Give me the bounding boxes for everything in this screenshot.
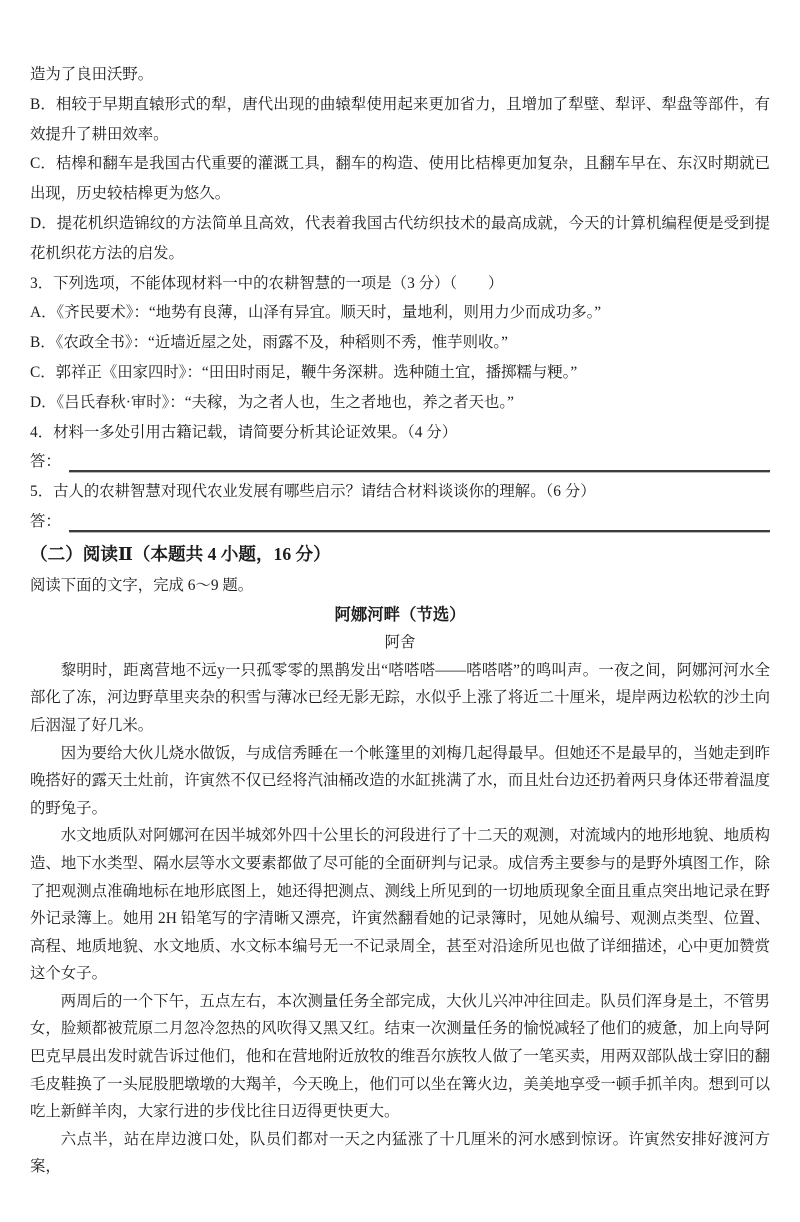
- section-heading: （二）阅读Ⅱ（本题共 4 小题，16 分）: [30, 543, 331, 564]
- section-questions: [30, 60, 770, 537]
- answer-blank: [30, 447, 770, 477]
- option-line: C．桔槔和翻车是我国古代重要的灌溉工具，翻车的构造、使用比桔槔更加复杂，且翻车早在、东汉时期就已出现，历史较桔槔更为悠久。: [30, 155, 770, 203]
- story-author: 阿舍: [384, 633, 416, 651]
- option-line: B．《农政全书》：“近墙近屋之处，雨露不及，种稻则不秀，惟芋则收。”: [30, 334, 508, 352]
- reading-intro: 阅读下面的文字，完成 6～9 题。: [30, 576, 254, 594]
- option-line: D．提花机织造锦纹的方法简单且高效，代表着我国古代纺织技术的最高成就，今天的计算机编程便是受到提花机织花方法的启发。: [30, 214, 770, 262]
- story-paragraph: 六点半，站在岸边渡口处，队员们都对一天之内猛涨了十几厘米的河水感到惊讶。许寅然安排好渡河方案，: [30, 1130, 770, 1176]
- story-paragraph: 两周后的一个下午，五点左右，本次测量任务全部完成，大伙儿兴冲冲往回走。队员们浑身是土，不管男女，脸颊都被荒原二月忽冷忽热的风吹得又黑又红。结束一次测量任务的愉悦减轻了他们的疲惫，加上向导阿巴克早晨出发时就告诉过他们，他和在营地附近放牧的维吾尔族牧人做了一笔买卖，用两双部队战士穿旧的翻毛皮鞋换了一头屁股肥墩墩的大羯羊，今天晚上，他们可以坐在篝火边，美美地享受一顿手抓羊肉。想到可以吃上新鲜羊肉，大家行进的步伐比往日迈得更快更大。: [30, 992, 770, 1121]
- section-reading: [30, 537, 770, 1181]
- continuation-line: 造为了良田沃野。: [30, 66, 154, 83]
- answer-label: 答：: [30, 453, 61, 471]
- story-paragraph: 水文地质队对阿娜河在因半城郊外四十公里长的河段进行了十二天的观测，对流域内的地形地貌、地质构造、地下水类型、隔水层等水文要素都做了尽可能的全面研判与记录。成信秀主要参与的是野外填图工作，除了把观测点准确地标在地形底图上，她还得把测点、测线上所见到的一切地质现象全面且重点突出地记录在野外记录簿上。她用 2H 铅笔写的字清晰又漂亮，许寅然翻看她的记录簿时，见她从编号、观测点类型、位置、高程、地质地貌、水文地质、水文标本编号无一不记录周全，甚至对沿途所见也做了详细描述，心中更加赞赏这个女子。: [30, 827, 770, 983]
- question-line: 3．下列选项，不能体现材料一中的农耕智慧的一项是（3 分）（ ）: [30, 274, 504, 292]
- question-line: 5．古人的农耕智慧对现代农业发展有哪些启示？请结合材料谈谈你的理解。（6 分）: [30, 483, 596, 501]
- story-title: 阿娜河畔（节选）: [334, 604, 466, 624]
- question-line: 4．材料一多处引用古籍记载，请简要分析其论证效果。（4 分）: [30, 423, 458, 441]
- answer-label: 答：: [30, 512, 61, 530]
- option-line: C．郭祥正《田家四时》：“田田时雨足，鞭牛务深耕。选种随土宜，播掷糯与粳。”: [30, 363, 578, 381]
- story-paragraph: 黎明时，距离营地不远y一只孤零零的黑鹊发出“嗒嗒嗒——嗒嗒嗒”的鸣叫声。一夜之间，阿娜河河水全部化了冻，河边野草里夹杂的积雪与薄冰已经无影无踪，水似乎上涨了将近二十厘米，堤岸两边松软的沙土向后洇湿了好几米。: [30, 661, 770, 734]
- option-line: D．《吕氏春秋·审时》：“夫稼，为之者人也，生之者地也，养之者天也。”: [30, 393, 514, 411]
- option-line: A．《齐民要术》：“地势有良薄，山泽有异宜。顺天时，量地利，则用力少而成功多。”: [30, 304, 602, 322]
- answer-rule-line: [69, 530, 770, 532]
- page-content: [30, 60, 770, 1181]
- answer-rule-line: [69, 470, 770, 472]
- story-paragraph: 因为要给大伙儿烧水做饭，与成信秀睡在一个帐篷里的刘梅几起得最早。但她还不是最早的，当她走到昨晚搭好的露天土灶前，许寅然不仅已经将汽油桶改造的水缸挑满了水，而且灶台边还扔着两只身体还带着温度的野兔子。: [30, 744, 770, 817]
- answer-blank: [30, 507, 770, 537]
- option-line: B．相较于早期直辕形式的犁，唐代出现的曲辕犁使用起来更加省力，且增加了犁壁、犁评、犁盘等部件，有效提升了耕田效率。: [30, 95, 770, 143]
